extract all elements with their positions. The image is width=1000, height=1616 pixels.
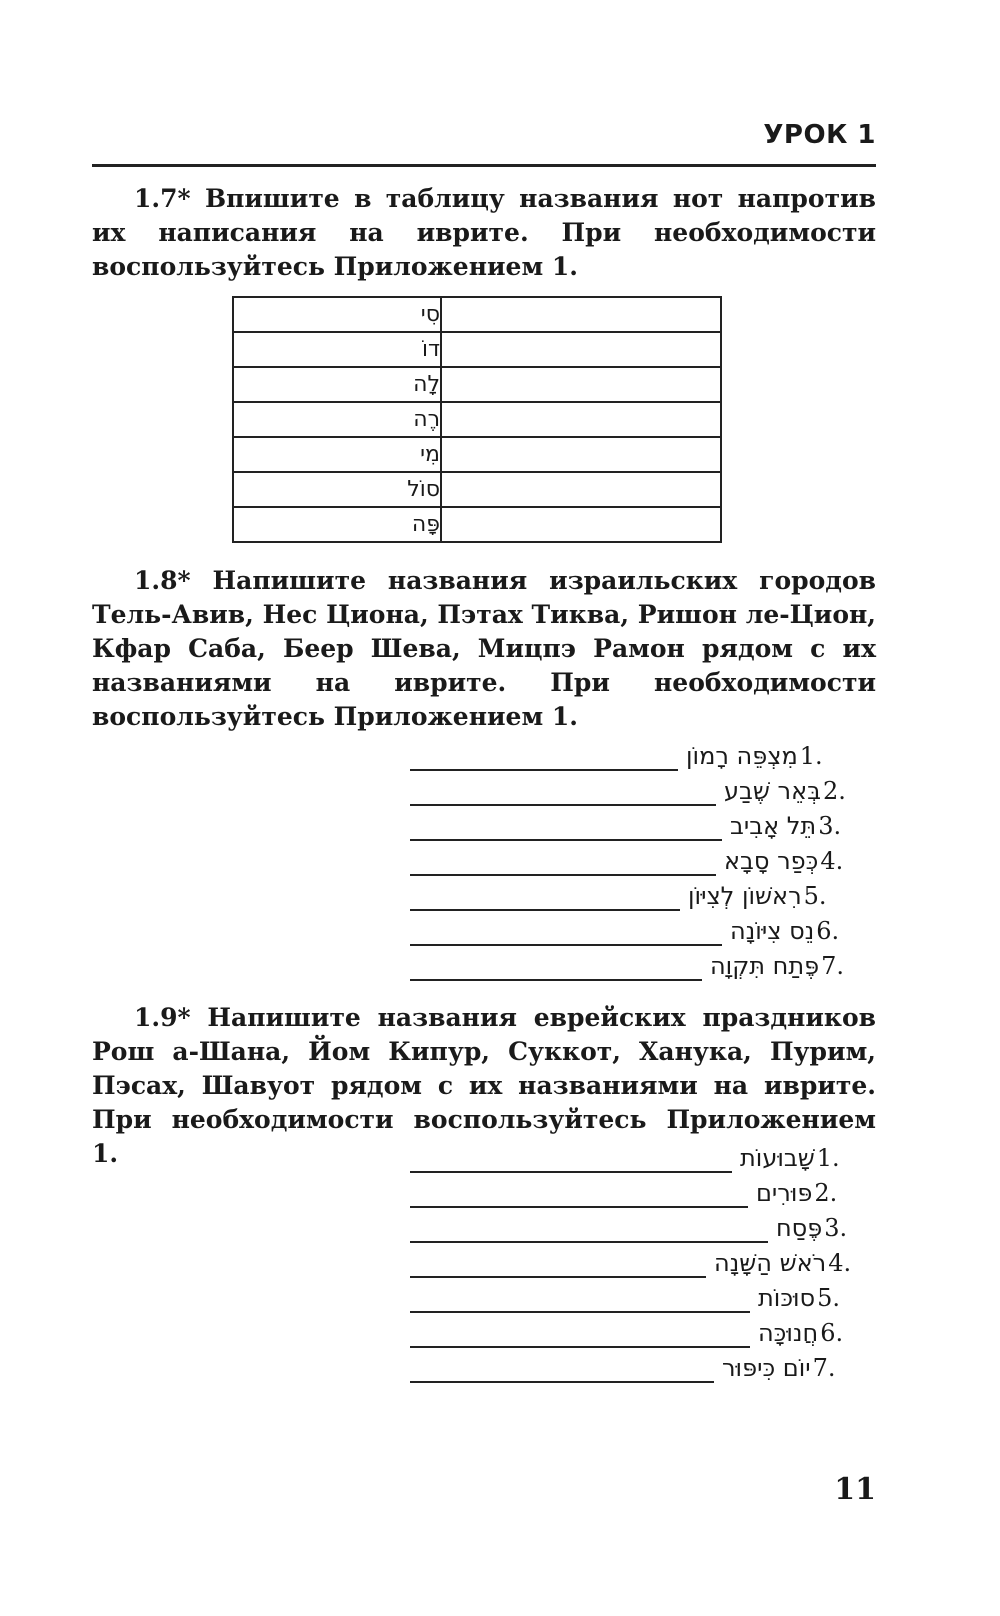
item-number: 2. (814, 1179, 838, 1207)
hebrew-word: שָׁבוּעוֹת (740, 1144, 815, 1172)
hebrew-word: מִצְפֵּה רָמוֹן (686, 742, 798, 770)
list-item (410, 771, 878, 806)
hebrew-note-cell (233, 367, 441, 402)
answer-line[interactable] (410, 1322, 750, 1348)
list-item (410, 1208, 878, 1243)
hebrew-note-cell (233, 437, 441, 472)
list-item (410, 1138, 878, 1173)
item-number: 7. (812, 1354, 836, 1382)
notes-table-row (233, 402, 721, 437)
list-item (410, 1173, 878, 1208)
hebrew-word: תֵּל אָבִיב (730, 812, 817, 840)
hebrew-word: פּוּרִים (756, 1179, 813, 1207)
cities-list (410, 736, 878, 981)
item-number: 4. (820, 847, 844, 875)
hebrew-word: רֹאשׁ הַשָּׁנָה (714, 1249, 827, 1277)
notes-table-row (233, 367, 721, 402)
hebrew-word: כְּפַר סָבָא (724, 847, 819, 875)
list-item (410, 911, 878, 946)
hebrew-note-cell (233, 402, 441, 437)
notes-table-row (233, 507, 721, 542)
item-number: 7. (821, 952, 844, 980)
item-number: 6. (820, 1319, 844, 1347)
hebrew-note-name: סִי (420, 302, 440, 327)
exercise-1-8-instructions (92, 564, 876, 734)
hebrew-note-name: רֶה (413, 407, 440, 432)
hebrew-note-name: דוֹ (421, 337, 440, 362)
answer-line[interactable] (410, 1182, 748, 1208)
notes-table-row (233, 472, 721, 507)
list-item (410, 806, 878, 841)
item-number: 2. (823, 777, 846, 805)
answer-line[interactable] (410, 955, 702, 981)
answer-cell[interactable] (441, 332, 721, 367)
exercise-number: 1.7* (134, 184, 191, 213)
exercise-number: 1.9* (134, 1003, 191, 1032)
list-item (410, 1243, 878, 1278)
item-number: 3. (818, 812, 842, 840)
answer-line[interactable] (410, 1252, 706, 1278)
answer-line[interactable] (410, 1287, 750, 1313)
exercise-text: Напишите названия еврейских праздников Рош а-Шана, Йом Кипур, Суккот, Ханука, Пурим, Пэсах, Шавуот рядом с их названиями на иврите. При необходимости воспользуйтесь Приложением 1. (92, 1003, 876, 1168)
item-number: 5. (803, 882, 827, 910)
exercise-1-7-instructions (92, 182, 876, 284)
answer-cell[interactable] (441, 507, 721, 542)
answer-line[interactable] (410, 1147, 732, 1173)
exercise-text: Напишите названия израильских городов Тель-Авив, Нес Циона, Пэтах Тиква, Ришон ле-Цион, Кфар Саба, Беер Шева, Мицпэ Рамон рядом с их названиями на иврите. При необходимости воспользуйтесь Приложением 1. (92, 566, 876, 731)
lesson-title: УРОК 1 (763, 120, 876, 150)
hebrew-word: נֵס צִיּוֹנָה (730, 917, 815, 945)
hebrew-word: בְּאֵר שֶׁבַע (724, 777, 821, 805)
list-item (410, 1348, 878, 1383)
page-number: 11 (834, 1472, 876, 1507)
exercise-number: 1.8* (134, 566, 191, 595)
answer-line[interactable] (410, 885, 680, 911)
hebrew-note-cell (233, 297, 441, 332)
exercise-text: Впишите в таблицу названия нот напротив их написания на иврите. При необходимости воспользуйтесь Приложением 1. (92, 184, 876, 281)
item-number: 3. (824, 1214, 848, 1242)
item-number: 5. (817, 1284, 841, 1312)
hebrew-note-name: מִי (420, 442, 440, 467)
item-number: 1. (816, 1144, 840, 1172)
answer-line[interactable] (410, 920, 722, 946)
hebrew-note-cell (233, 507, 441, 542)
answer-cell[interactable] (441, 367, 721, 402)
answer-line[interactable] (410, 1357, 714, 1383)
hebrew-note-name: פָּה (411, 512, 440, 537)
hebrew-word: סוּכּוֹת (758, 1284, 816, 1312)
answer-cell[interactable] (441, 472, 721, 507)
hebrew-note-cell (233, 332, 441, 367)
item-number: 4. (828, 1249, 852, 1277)
hebrew-word: פֶּתַח תִּקְוָה (710, 952, 820, 980)
list-item (410, 1278, 878, 1313)
hebrew-note-name: סוֹל (407, 477, 440, 502)
answer-line[interactable] (410, 1217, 768, 1243)
answer-cell[interactable] (441, 437, 721, 472)
notes-table-row (233, 437, 721, 472)
notes-table (232, 296, 722, 543)
hebrew-word: רִאשׁוֹן לְצִיּוֹן (688, 882, 802, 910)
hebrew-word: חֲנוּכָּה (758, 1319, 819, 1347)
list-item (410, 736, 878, 771)
hebrew-word: יוֹם כִּיפּוּר (722, 1354, 811, 1382)
answer-cell[interactable] (441, 297, 721, 332)
item-number: 1. (799, 742, 823, 770)
hebrew-note-name: לָה (413, 372, 440, 397)
answer-cell[interactable] (441, 402, 721, 437)
hebrew-word: פֶּסַח (776, 1214, 823, 1242)
hebrew-note-cell (233, 472, 441, 507)
list-item (410, 841, 878, 876)
list-item (410, 876, 878, 911)
item-number: 6. (816, 917, 840, 945)
list-item (410, 1313, 878, 1348)
holidays-list (410, 1138, 878, 1383)
notes-table-row (233, 297, 721, 332)
answer-line[interactable] (410, 745, 678, 771)
page-header (92, 116, 876, 167)
list-item (410, 946, 878, 981)
answer-line[interactable] (410, 815, 722, 841)
answer-line[interactable] (410, 850, 716, 876)
answer-line[interactable] (410, 780, 716, 806)
notes-table-row (233, 332, 721, 367)
